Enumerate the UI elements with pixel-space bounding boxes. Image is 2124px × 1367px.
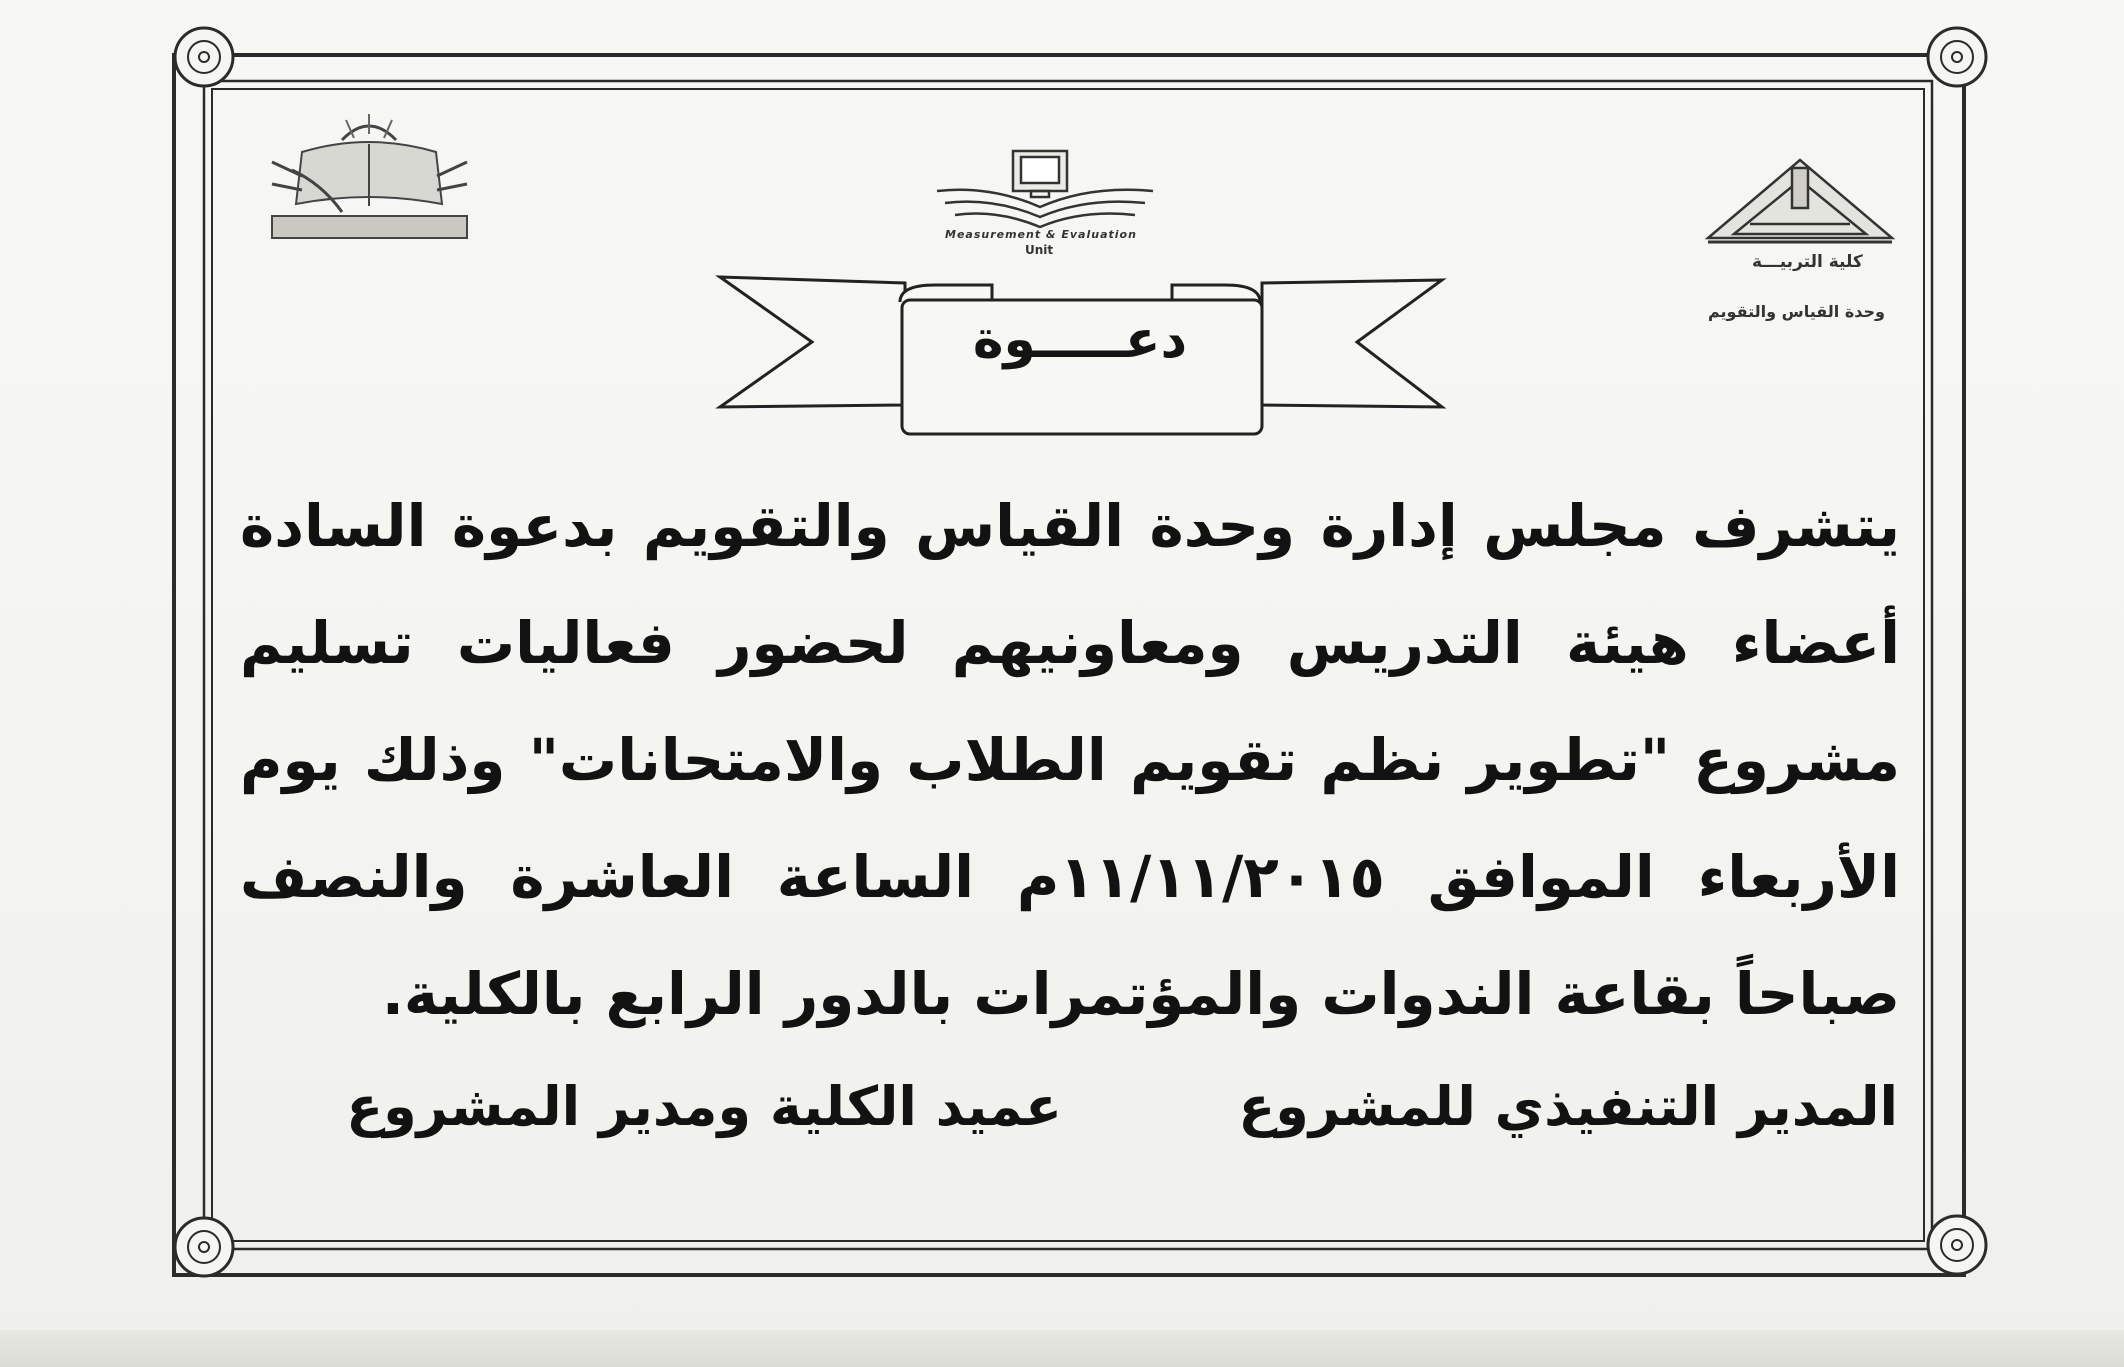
corner-rosette-icon bbox=[175, 28, 233, 86]
executive-director-signature: المدير التنفيذي للمشروع bbox=[1238, 1075, 1898, 1138]
faculty-emblem-icon bbox=[1700, 150, 1900, 245]
corner-rosette-icon bbox=[1928, 1216, 1986, 1274]
unit-caption: وحدة القياس والتقويم bbox=[1708, 302, 1885, 321]
unit-english-caption: Unit bbox=[1025, 243, 1054, 257]
invitation-title: دعـــــوة bbox=[972, 310, 1188, 370]
corner-rosette-icon bbox=[175, 1218, 233, 1276]
measurement-caption: Measurement & Evaluation bbox=[945, 228, 1137, 241]
faculty-caption: كلية التربيـــة bbox=[1752, 252, 1863, 272]
computer-book-emblem-icon bbox=[935, 145, 1155, 235]
dean-signature: عميد الكلية ومدير المشروع bbox=[346, 1075, 1062, 1138]
invitation-body: يتشرف مجلس إدارة وحدة القياس والتقويم بدعوة السادة أعضاء هيئة التدريس ومعاونيهم لحضور فعاليات تسليم مشروع "تطوير نظم تقويم الطلاب والامتحانات" وذلك يوم الأربعاء الموافق ١١/١١/٢٠١٥م الساعة العاشرة والنصف صباحاً بقاعة الندوات والمؤتمرات بالدور الرابع بالكلية. bbox=[240, 492, 1900, 1028]
book-sun-emblem-icon bbox=[262, 112, 477, 247]
corner-rosette-icon bbox=[1928, 28, 1986, 86]
